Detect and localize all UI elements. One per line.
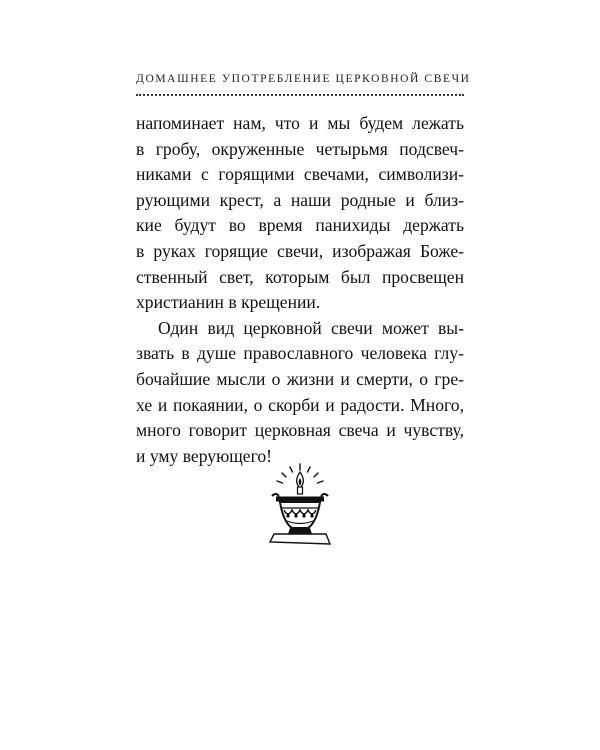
candle-lamp-icon xyxy=(260,458,340,548)
text-line: в гробу, окруженные четырьмя подсвеч- xyxy=(136,138,464,159)
text-line: ственный свет, которым был просвещен xyxy=(136,266,464,287)
text-line: и уму верующего! xyxy=(136,445,273,466)
running-head: ДОМАШНЕЕ УПОТРЕБЛЕНИЕ ЦЕРКОВНОЙ СВЕЧИ xyxy=(136,73,471,85)
text-line: бочайшие мысли о жизни и смерти, о гре- xyxy=(136,368,464,389)
text-line: в руках горящие свечи, изображая Боже- xyxy=(136,240,464,261)
body-text xyxy=(136,111,464,469)
text-line: христианин в крещении. xyxy=(136,292,321,313)
text-line: никами с горящими свечами, символизи- xyxy=(136,164,464,185)
text-line: хе и покаянии, о скорби и радости. Много, xyxy=(136,394,464,415)
text-line: много говорит церковная свеча и чувству, xyxy=(136,420,464,441)
text-line: кие будут во время панихиды держать xyxy=(136,215,464,236)
text-line: Один вид церковной свечи может вы- xyxy=(158,317,464,338)
dotted-rule xyxy=(136,94,464,96)
text-line: звать в душе православного человека глу- xyxy=(136,343,464,364)
text-line: напоминает нам, что и мы будем лежать xyxy=(136,113,464,133)
text-line: рующими крест, а наши родные и близ- xyxy=(136,189,464,210)
